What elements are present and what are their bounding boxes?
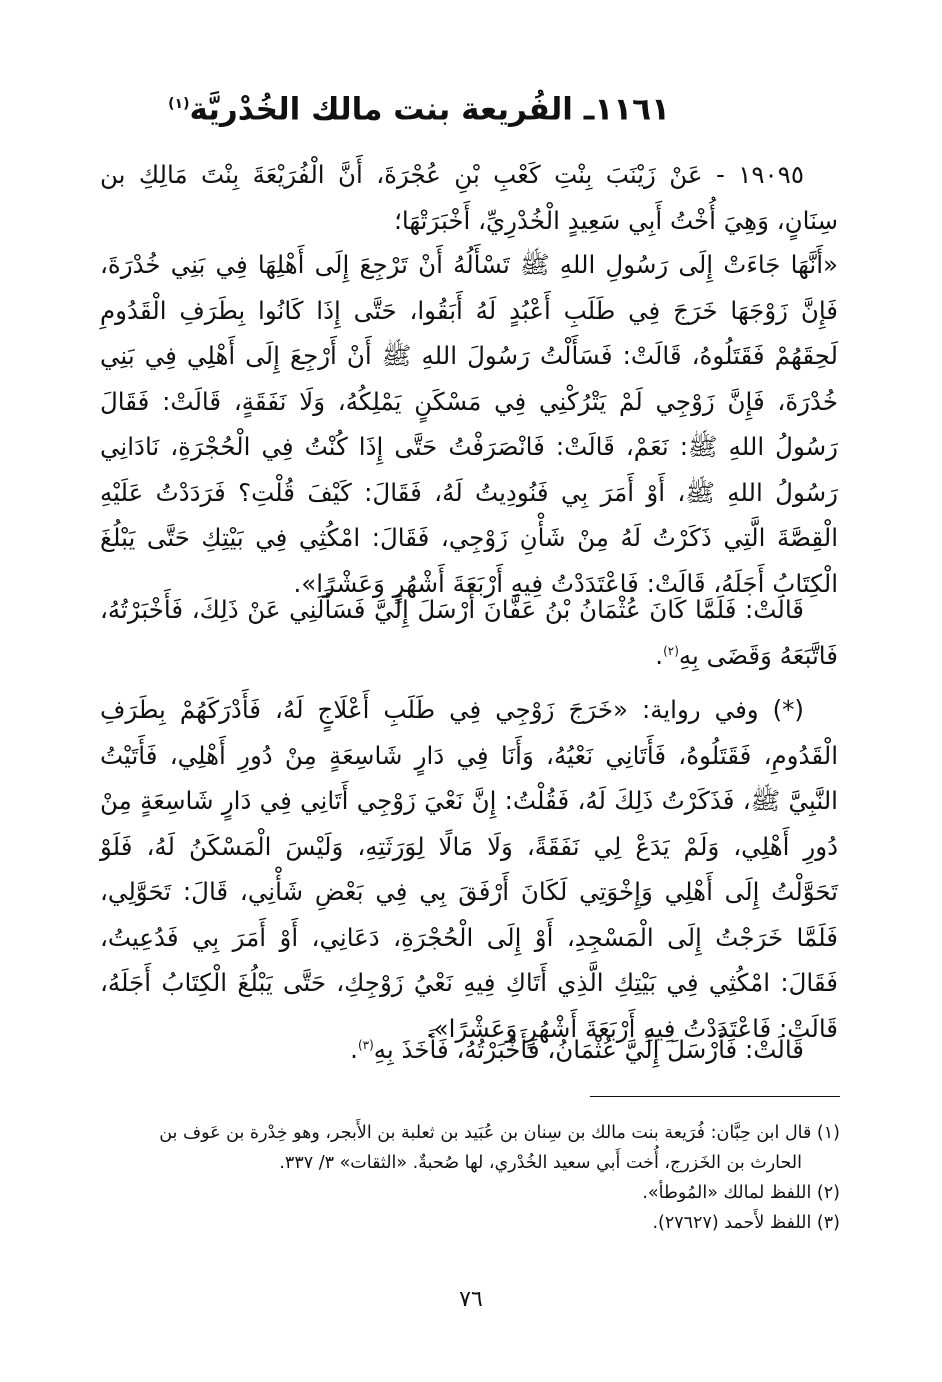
footnote-ref-3: (٣) — [357, 1037, 374, 1052]
title-footnote-ref: (١) — [168, 96, 190, 112]
hadith-main-text: «أَنَّهَا جَاءَتْ إِلَى رَسُولِ اللهِ ﷺ تَسْأَلُهُ أَنْ تَرْجِعَ إِلَى أَهْلِهَا فِي بَنِي خُدْرَةَ، فَإِنَّ زَوْجَهَا خَرَجَ فِي طَلَبِ أَعْبُدٍ لَهُ أَبَقُوا، حَتَّى إِذَا كَانُوا بِطَرَفِ الْقَدُومِ لَحِقَهُمْ فَقَتَلُوهُ، قَالَتْ: فَسَأَلْتُ رَسُولَ اللهِ ﷺ أَنْ أَرْجِعَ إِلَى أَهْلِي فِي بَنِي خُدْرَةَ، فَإِنَّ زَوْجِي لَمْ يَتْرُكْنِي فِي مَسْكَنٍ يَمْلِكُهُ، وَلَا نَفَقَةٍ، قَالَتْ: فَقَالَ رَسُولُ اللهِ ﷺ: نَعَمْ، قَالَتْ: فَانْصَرَفْتُ حَتَّى إِذَا كُنْتُ فِي الْحُجْرَةِ، نَادَانِي رَسُولُ اللهِ ﷺ، أَوْ أَمَرَ بِي فَنُودِيتُ لَهُ، فَقَالَ: كَيْفَ قُلْتِ؟ فَرَدَدْتُ عَلَيْهِ الْقِصَّةَ الَّتِي ذَكَرْتُ لَهُ مِنْ شَأْنِ زَوْجِي، فَقَالَ: امْكُثِي فِي بَيْتِكِ حَتَّى يَبْلُغَ الْكِتَابُ أَجَلَهُ، قَالَتْ: فَاعْتَدَدْتُ فِيهِ أَرْبَعَةَ أَشْهُرٍ وَعَشْرًا». — [100, 250, 838, 598]
hadith-intro-paragraph — [100, 152, 838, 243]
footnote-2: (٢) اللفظ لمالك «المُوطأ». — [642, 1183, 840, 1203]
footnotes — [100, 1118, 840, 1238]
final-paragraph — [100, 1027, 838, 1073]
uthman-text: قَالَتْ: فَلَمَّا كَانَ عُثْمَانُ بْنُ عَفَّانَ أَرْسَلَ إِلَيَّ فَسَأَلَنِي عَنْ ذَلِكَ، فَأَخْبَرْتُهُ، فَاتَّبَعَهُ وَقَضَى بِهِ — [100, 595, 838, 670]
uthman-paragraph — [100, 587, 838, 678]
footnote-3: (٣) اللفظ لأَحمد (٢٧٦٢٧). — [652, 1213, 840, 1233]
final-text: قَالَتْ: فَأَرْسَلَ إِلَيَّ عُثْمَانُ، فَأَخْبَرْتُهُ، فَأَخَذَ بِهِ — [373, 1035, 804, 1064]
chapter-title — [150, 84, 670, 129]
page-number: ٧٦ — [459, 1287, 483, 1312]
hadith-main-paragraph — [100, 242, 838, 606]
hadith-intro-text: ١٩٠٩٥ - عَنْ زَيْنَبَ بِنْتِ كَعْبِ بْنِ عُجْرَةَ، أَنَّ الْفُرَيْعَةَ بِنْتَ مَالِكِ بن سِنَانٍ، وَهِيَ أُخْتُ أَبِي سَعِيدٍ الْخُدْرِيِّ، أَخْبَرَتْهَا؛ — [100, 160, 838, 235]
footnote-1-line-2: الحارث بن الخَزرج، أُخت أَبي سعيد الخُدْري، لها صُحبةٌ. «الثقات» ٣/ ٣٣٧. — [279, 1153, 802, 1173]
footnote-ref-2: (٢) — [663, 643, 679, 658]
riwaya-paragraph — [100, 687, 838, 1051]
footnote-1-line-1: (١) قال ابن حِبَّان: فُرَيعة بنت مالك بن سِنان بن عُبَيد بن ثعلبة بن الأَبجر، وهو خِدْرة بن عَوف بن — [159, 1123, 840, 1143]
riwaya-text: (*) وفي رواية: «خَرَجَ زَوْجِي فِي طَلَبِ أَعْلَاجٍ لَهُ، فَأَدْرَكَهُمْ بِطَرَفِ الْقَدُومِ، فَقَتَلُوهُ، فَأَتَانِي نَعْيُهُ، وَأَنَا فِي دَارٍ شَاسِعَةٍ مِنْ دُورِ أَهْلِي، فَأَتَيْتُ النَّبِيَّ ﷺ، فَذَكَرْتُ ذَلِكَ لَهُ، فَقُلْتُ: إِنَّ نَعْيَ زَوْجِي أَتَانِي فِي دَارٍ شَاسِعَةٍ مِنْ دُورِ أَهْلِي، وَلَمْ يَدَعْ لِي نَفَقَةً، وَلَا مَالًا لِوَرَثَتِهِ، وَلَيْسَ الْمَسْكَنُ لَهُ، فَلَوْ تَحَوَّلْتُ إِلَى أَهْلِي وَإِخْوَتِي لَكَانَ أَرْفَقَ بِي فِي بَعْضِ شَأْنِي، قَالَ: تَحَوَّلِي، فَلَمَّا خَرَجْتُ إِلَى الْمَسْجِدِ، أَوْ إِلَى الْحُجْرَةِ، دَعَانِي، أَوْ أَمَرَ بِي فَدُعِيتُ، فَقَالَ: امْكُثِي فِي بَيْتِكِ الَّذِي أَتَاكِ فِيهِ نَعْيُ زَوْجِكِ، حَتَّى يَبْلُغَ الْكِتَابُ أَجَلَهُ، قَالَتْ: فَاعْتَدَدْتُ فِيهِ أَرْبَعَةَ أَشْهُرٍ وَعَشْرًا». — [100, 695, 838, 1043]
footnote-separator — [590, 1096, 840, 1097]
uthman-end-punct: . — [655, 640, 664, 670]
chapter-title-text: ١١٦١ـ الفُريعة بنت مالك الخُدْريَّة — [189, 91, 670, 128]
final-end-punct: . — [350, 1035, 358, 1064]
